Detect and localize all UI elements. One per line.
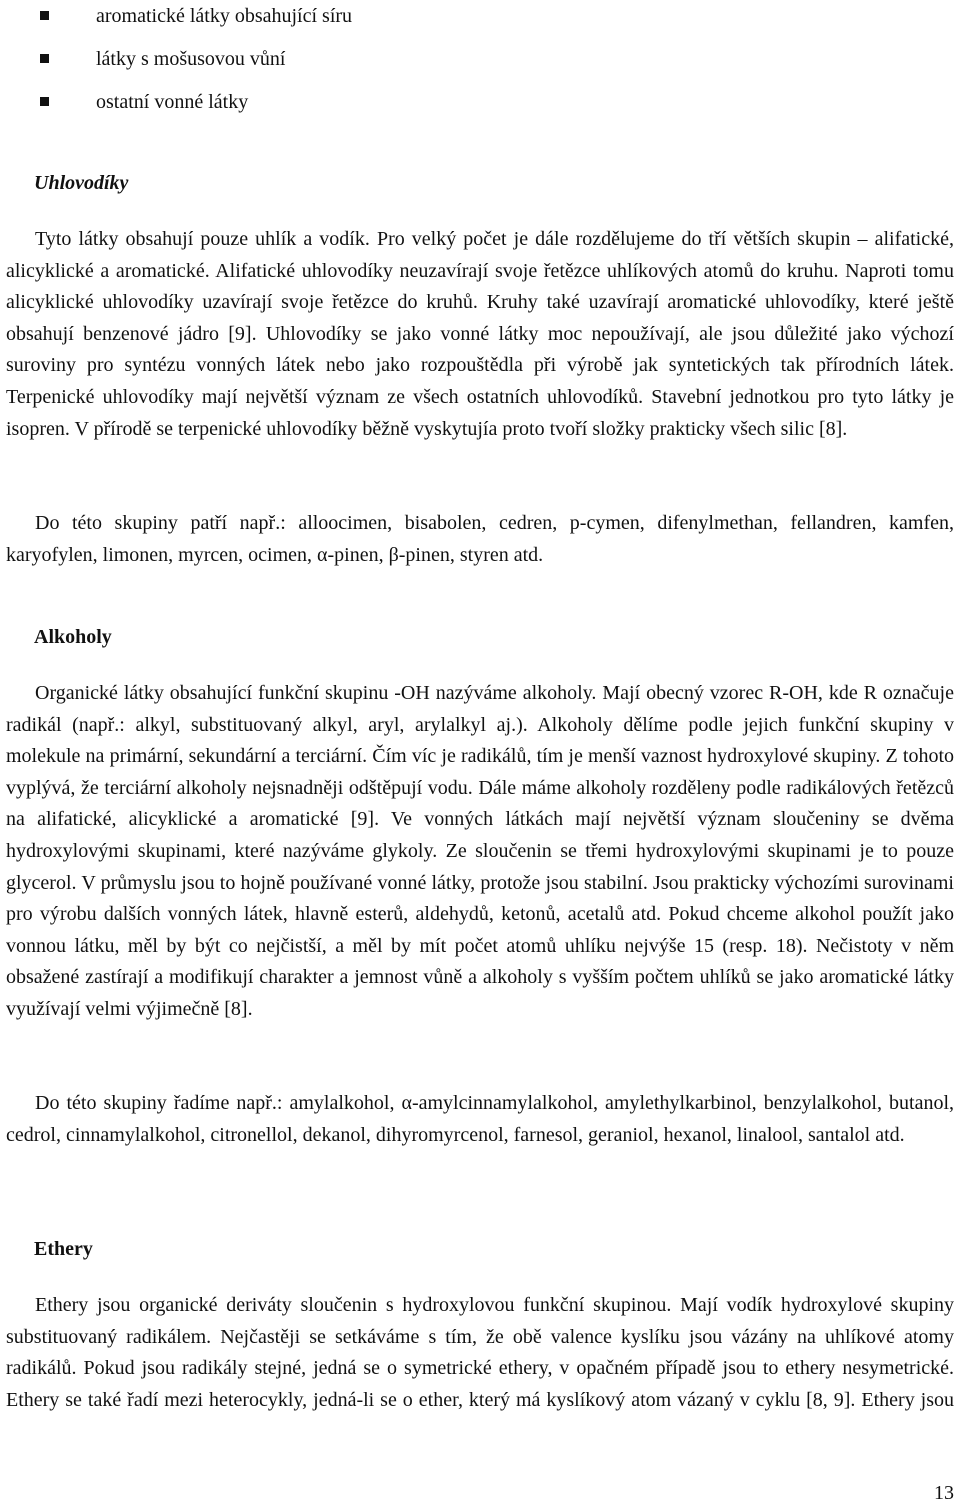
page-number: 13 [934,1482,954,1504]
square-bullet-icon [40,54,49,63]
square-bullet-icon [40,97,49,106]
paragraph: Do této skupiny patří např.: alloocimen, bisabolen, cedren, p-cymen, difenylmethan, fellandren, kamfen, karyofylen, limonen, myrcen, ocimen, α-pinen, β-pinen, styren atd. [6,512,954,566]
list-item [0,45,960,75]
paragraph: Ethery jsou organické deriváty sloučenin s hydroxylovou funkční skupinou. Mají vodík hydroxylové skupiny substituovaný radikálem. Nejčastěji se setkáváme s tím, že obě valence kyslíku jsou vázány na uhlíkové atomy radikálů. Pokud jsou radikály stejné, jedná se o symetrické ethery, v opačném případě jsou to ethery nesymetrické. Ethery se také řadí mezi heterocykly, jedná-li se o ether, který má kyslíkový atom vázaný v cyklu [8, 9]. Ethery jsou [6,1294,954,1411]
section-heading-alkoholy: Alkoholy [34,626,112,648]
paragraph: Organické látky obsahující funkční skupinu -OH nazýváme alkoholy. Mají obecný vzorec R-OH, kde R označuje radikál (např.: alkyl, substituovaný alkyl, aryl, arylalkyl aj.). Alkoholy dělíme podle jejich funkční skupiny v molekule na primární, sekundární a terciární. Čím víc je radikálů, tím je menší vaznost hydroxylové skupiny. Z tohoto vyplývá, že terciární alkoholy nejsnadněji odštěpují vodu. Dále máme alkoholy rozděleny podle radikálových řetězců na alifatické, alicyklické a aromatické [9]. Ve vonných látkách mají největší význam sloučeniny se dvěma hydroxylovými skupinami, které nazýváme glykoly. Ze sloučenin se třemi hydroxylovými skupinami je to pouze glycerol. V průmyslu jsou to hojně používané vonné látky, protože jsou stabilní. Jsou prakticky výchozími surovinami pro výrobu dalších vonných látek, hlavně esterů, aldehydů, ketonů, acetalů atd. Pokud chceme alkohol použít jako vonnou látku, měl by být co nejčistší, a měl by mít počet atomů uhlíku nejvýše 15 (resp. 18). Nečistoty v něm obsažené zastírají a modifikují charakter a jemnost vůně a alkoholy s vyšším počtem uhlíků se jako aromatické látky využívají velmi výjimečně [8]. [6,682,954,1020]
list-item [0,88,960,118]
list-item-text: látky s mošusovou vůní [96,48,286,70]
list-item-text: aromatické látky obsahující síru [96,5,353,27]
paragraph: Do této skupiny řadíme např.: amylalkohol, α-amylcinnamylalkohol, amylethylkarbinol, benzylalkohol, butanol, cedrol, cinnamylalkohol, citronellol, dekanol, dihyromyrcenol, farnesol, geraniol, hexanol, linalool, santalol atd. [6,1092,954,1146]
list-item-text: ostatní vonné látky [96,91,249,113]
square-bullet-icon [40,11,49,20]
paragraph: Tyto látky obsahují pouze uhlík a vodík. Pro velký počet je dále rozdělujeme do tří větších skupin – alifatické, alicyklické a aromatické. Alifatické uhlovodíky neuzavírají svoje řetězce uhlíkových atomů do kruhu. Naproti tomu alicyklické uhlovodíky uzavírají svoje řetězce do kruhů. Kruhy také uzavírají aromatické uhlovodíky, které ještě obsahují benzenové jádro [9]. Uhlovodíky se jako vonné látky moc nepoužívají, ale jsou důležité jako výchozí suroviny pro syntézu vonných látek nebo jako rozpouštědla při výrobě jak syntetických tak přírodních látek. Terpenické uhlovodíky mají největší význam ze všech ostatních uhlovodíků. Stavební jednotkou pro tyto látky je isopren. V přírodě se terpenické uhlovodíky běžně vyskytujía proto tvoří složky prakticky všech silic [8]. [6,228,954,440]
section-heading-uhlovodiky: Uhlovodíky [34,172,129,194]
section-heading-ethery: Ethery [34,1238,93,1260]
list-item [0,2,960,32]
